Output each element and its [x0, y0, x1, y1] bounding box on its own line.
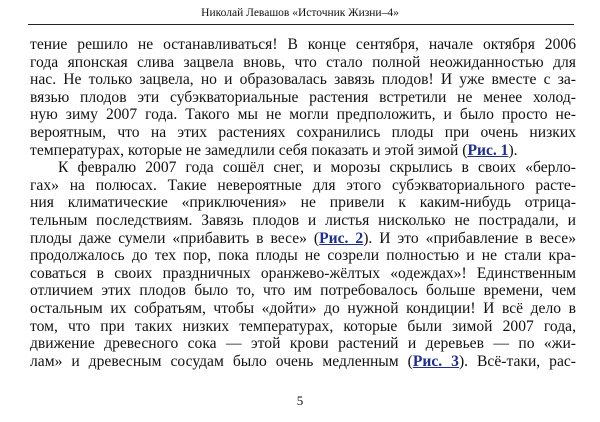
paragraph-2 — [30, 159, 576, 370]
figure-link-3[interactable]: Рис. 3 — [412, 352, 459, 370]
figure-link-2[interactable]: Рис. 2 — [319, 229, 364, 247]
text-line: гах» на полюсах. Такие невероятные для этого субэкваториального расте- — [30, 176, 576, 194]
page-number: 5 — [296, 393, 304, 408]
text-line — [30, 142, 576, 160]
text-line — [30, 353, 576, 371]
text-line: года японская слива зацвела вновь, что стало полной неожиданностью для — [30, 53, 576, 71]
text-fragment: ). — [508, 141, 518, 159]
running-header: Николай Левашов «Источник Жизни–4» — [201, 7, 399, 19]
text-line: ную зиму 2007 года. Такого мы не могли предположить, и было просто не- — [30, 106, 576, 124]
paragraph-1 — [30, 36, 576, 159]
text-line: тение решило не останавливаться! В конце сентября, начале октября 2006 — [30, 36, 576, 53]
text-line: вязью плодов эти субэкваториальные растения встретили не менее холод- — [30, 88, 576, 106]
text-line: тельным последствиям. Завязь плодов и листья нисколько не пострадали, и — [30, 211, 576, 229]
text-line: соваться в своих праздничных оранжево-жёлтых «одеждах»! Единственным — [30, 264, 576, 282]
text-fragment: ). И это «прибавление в весе» — [363, 229, 576, 247]
text-line: движение древесного сока — этой крови растений и деревьев — по «жи- — [30, 335, 576, 353]
text-line: продолжалось до тех пор, пока плоды не созрели полностью и не стали кра- — [30, 247, 576, 265]
figure-link-1[interactable]: Рис. 1 — [467, 141, 509, 159]
text-line: отличием этих плодов было то, что им потребовалось больше времени, чем — [30, 282, 576, 300]
text-line: нас. Не только зацвела, но и образовалась завязь плодов! И уже вместе с за- — [30, 71, 576, 89]
header-rule — [28, 24, 574, 25]
text-line: К февралю 2007 года сошёл снег, и морозы скрылись в своих «берло- — [58, 159, 576, 177]
text-line: ния климатические «приключения» не привели к каким-нибудь отрица- — [30, 194, 576, 212]
text-fragment: плоды даже сумели «прибавить в весе» ( — [30, 229, 320, 247]
text-line: остальным их собратьям, чтобы «дойти» до нужной кондиции! И всё дело в — [30, 299, 576, 317]
text-line: том, что при таких низких температурах, которые были зимой 2007 года, — [30, 317, 576, 335]
page-body — [30, 36, 576, 370]
text-line — [30, 230, 576, 248]
text-line: вероятным, что на этих растениях сохранились плоды при очень низких — [30, 123, 576, 141]
text-fragment: ). Всё-таки, рас- — [458, 352, 576, 370]
text-fragment: температурах, которые не замедлили себя показать и этой зимой ( — [30, 141, 468, 159]
text-fragment: лам» и древесным сосудам было очень медленным ( — [30, 352, 413, 370]
